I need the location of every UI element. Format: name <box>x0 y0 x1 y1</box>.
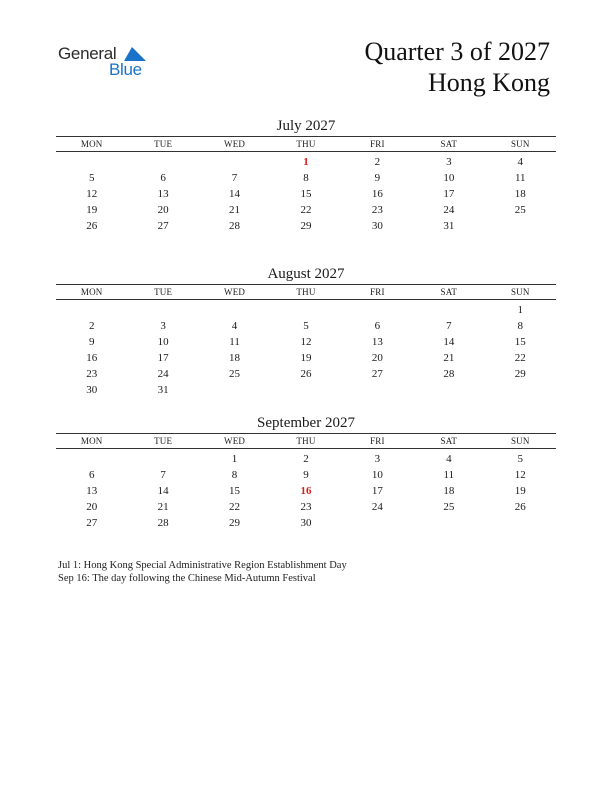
holiday-note: Sep 16: The day following the Chinese Mid-Autumn Festival <box>58 573 316 584</box>
date-cell: 5 <box>88 172 95 184</box>
date-cell: 28 <box>443 368 455 380</box>
date-cell: 14 <box>443 336 455 348</box>
date-cell: 8 <box>303 172 309 184</box>
date-cell <box>56 302 127 318</box>
date-cell: 1 <box>231 453 238 465</box>
date-cell <box>413 302 484 318</box>
date-cell: 7 <box>231 172 238 184</box>
date-cell: 13 <box>86 485 98 497</box>
date-cell: 15 <box>229 485 241 497</box>
date-cell: 15 <box>300 188 312 200</box>
week-row <box>56 382 556 398</box>
date-cell: 23 <box>300 501 312 513</box>
date-cell: 21 <box>229 204 241 216</box>
weekday-label: FRI <box>370 287 385 297</box>
week-row <box>56 451 556 467</box>
logo-text-general: General <box>58 44 117 63</box>
date-cell: 2 <box>88 320 95 332</box>
date-cell: 12 <box>514 469 526 481</box>
date-cell: 12 <box>86 188 98 200</box>
month-title: September 2027 <box>257 415 355 431</box>
date-cell <box>342 302 413 318</box>
header <box>364 36 550 98</box>
date-cell: 11 <box>514 172 526 184</box>
date-cell: 5 <box>517 453 523 465</box>
date-cell: 3 <box>374 453 381 465</box>
month-title: August 2027 <box>267 266 345 282</box>
date-cell: 21 <box>443 352 455 364</box>
weekday-label: FRI <box>370 139 385 149</box>
holiday-date-cell: 16 <box>300 485 312 497</box>
date-cell: 28 <box>229 220 241 232</box>
weekday-label: SAT <box>440 139 458 149</box>
date-cell: 28 <box>157 517 169 529</box>
date-cell: 10 <box>371 469 383 481</box>
date-cell: 17 <box>443 188 455 200</box>
weekday-label: FRI <box>370 436 385 446</box>
weekday-header-row <box>56 433 556 449</box>
date-cell: 9 <box>88 336 95 348</box>
date-cell: 31 <box>157 384 169 396</box>
date-cell <box>127 451 198 467</box>
date-cell: 11 <box>443 469 455 481</box>
date-cell: 6 <box>374 320 381 332</box>
date-cell: 26 <box>86 220 98 232</box>
date-cell: 17 <box>157 352 169 364</box>
date-cell: 26 <box>300 368 312 380</box>
date-cell: 4 <box>446 453 452 465</box>
date-cell: 24 <box>157 368 169 380</box>
date-cell: 27 <box>157 220 169 232</box>
week-row <box>56 186 556 202</box>
date-cell: 11 <box>229 336 240 348</box>
date-cell: 22 <box>514 352 526 364</box>
date-cell <box>199 154 270 170</box>
date-cell <box>56 451 127 467</box>
holiday-date-cell: 1 <box>303 156 309 168</box>
date-cell <box>199 302 270 318</box>
date-cell: 10 <box>157 336 169 348</box>
week-row <box>56 515 556 531</box>
date-cell: 2 <box>374 156 381 168</box>
week-row <box>56 483 556 499</box>
date-cell <box>413 515 484 531</box>
date-cell: 29 <box>300 220 312 232</box>
week-row <box>56 318 556 334</box>
date-cell: 18 <box>443 485 455 497</box>
date-cell: 4 <box>517 156 523 168</box>
date-cell: 12 <box>300 336 312 348</box>
date-cell: 13 <box>371 336 383 348</box>
date-cell: 30 <box>371 220 383 232</box>
date-cell: 2 <box>303 453 309 465</box>
date-cell <box>413 382 484 398</box>
date-cell <box>56 154 127 170</box>
date-cell: 31 <box>443 220 455 232</box>
holiday-notes <box>58 559 347 585</box>
date-cell: 19 <box>300 352 312 364</box>
date-cell <box>199 382 270 398</box>
date-cell <box>342 382 413 398</box>
weekday-label: THU <box>296 287 316 297</box>
weekday-label: MON <box>80 436 103 446</box>
date-cell <box>270 302 341 318</box>
date-cell: 8 <box>231 469 238 481</box>
month-title: July 2027 <box>276 118 336 134</box>
weekday-label: WED <box>224 287 246 297</box>
holiday-note: Jul 1: Hong Kong Special Administrative Region Establishment Day <box>58 560 347 571</box>
weekday-label: SAT <box>440 287 458 297</box>
date-cell: 27 <box>371 368 383 380</box>
date-cell: 13 <box>157 188 169 200</box>
weekday-label: SUN <box>510 436 530 446</box>
date-cell: 22 <box>229 501 241 513</box>
week-row <box>56 202 556 218</box>
weekday-label: WED <box>224 139 246 149</box>
weekday-label: TUE <box>154 139 173 149</box>
date-cell: 9 <box>374 172 381 184</box>
date-cell: 25 <box>229 368 241 380</box>
date-cell: 29 <box>514 368 526 380</box>
date-cell: 16 <box>86 352 98 364</box>
date-cell: 5 <box>303 320 309 332</box>
week-row <box>56 334 556 350</box>
date-cell: 30 <box>86 384 98 396</box>
date-cell: 6 <box>88 469 95 481</box>
date-cell <box>485 515 556 531</box>
weekday-header-row <box>56 136 556 152</box>
date-cell: 27 <box>86 517 98 529</box>
date-cell: 21 <box>157 501 169 513</box>
week-row <box>56 499 556 515</box>
date-cell: 24 <box>443 204 455 216</box>
date-cell <box>342 515 413 531</box>
date-cell: 1 <box>517 304 523 316</box>
date-cell: 30 <box>300 517 312 529</box>
date-cell: 18 <box>514 188 526 200</box>
month-july <box>56 116 556 234</box>
date-cell: 22 <box>300 204 312 216</box>
date-cell: 25 <box>514 204 526 216</box>
week-row <box>56 350 556 366</box>
date-cell: 20 <box>157 204 169 216</box>
date-cell: 10 <box>443 172 455 184</box>
date-cell: 17 <box>371 485 383 497</box>
page-title: Quarter 3 of 2027 <box>364 37 550 66</box>
date-cell: 3 <box>160 320 166 332</box>
date-cell: 3 <box>446 156 452 168</box>
weekday-label: WED <box>224 436 246 446</box>
weekday-label: THU <box>296 436 316 446</box>
weekday-header-row <box>56 284 556 300</box>
weekday-label: SUN <box>510 287 530 297</box>
week-row <box>56 302 556 318</box>
date-cell: 20 <box>371 352 383 364</box>
date-cell: 7 <box>446 320 452 332</box>
date-cell: 26 <box>514 501 526 513</box>
date-cell: 4 <box>231 320 238 332</box>
date-cell <box>485 218 556 234</box>
date-cell: 6 <box>160 172 166 184</box>
date-cell <box>485 382 556 398</box>
week-row <box>56 467 556 483</box>
weekday-label: TUE <box>154 287 173 297</box>
date-cell: 23 <box>371 204 383 216</box>
weekday-label: SAT <box>440 436 458 446</box>
month-september <box>56 413 556 531</box>
week-row <box>56 218 556 234</box>
date-cell: 9 <box>303 469 309 481</box>
weekday-label: TUE <box>154 436 173 446</box>
date-cell: 8 <box>517 320 523 332</box>
date-cell: 18 <box>229 352 241 364</box>
month-august <box>56 264 556 398</box>
date-cell: 15 <box>514 336 526 348</box>
week-row <box>56 154 556 170</box>
date-cell: 24 <box>371 501 383 513</box>
weekday-label: MON <box>80 139 103 149</box>
date-cell: 19 <box>514 485 526 497</box>
date-cell <box>270 382 341 398</box>
date-cell: 7 <box>160 469 166 481</box>
date-cell: 29 <box>229 517 241 529</box>
weekday-label: MON <box>80 287 103 297</box>
date-cell: 19 <box>86 204 98 216</box>
date-cell <box>127 302 198 318</box>
week-row <box>56 170 556 186</box>
date-cell <box>127 154 198 170</box>
generalblue-logo <box>58 44 158 84</box>
region-title: Hong Kong <box>427 68 550 97</box>
date-cell: 23 <box>86 368 98 380</box>
date-cell: 14 <box>229 188 241 200</box>
weekday-label: THU <box>296 139 316 149</box>
logo-triangle-icon <box>124 47 146 61</box>
weekday-label: SUN <box>510 139 530 149</box>
logo-text-blue: Blue <box>109 60 142 79</box>
date-cell: 20 <box>86 501 98 513</box>
date-cell: 16 <box>371 188 383 200</box>
date-cell: 14 <box>157 485 169 497</box>
week-row <box>56 366 556 382</box>
date-cell: 25 <box>443 501 455 513</box>
